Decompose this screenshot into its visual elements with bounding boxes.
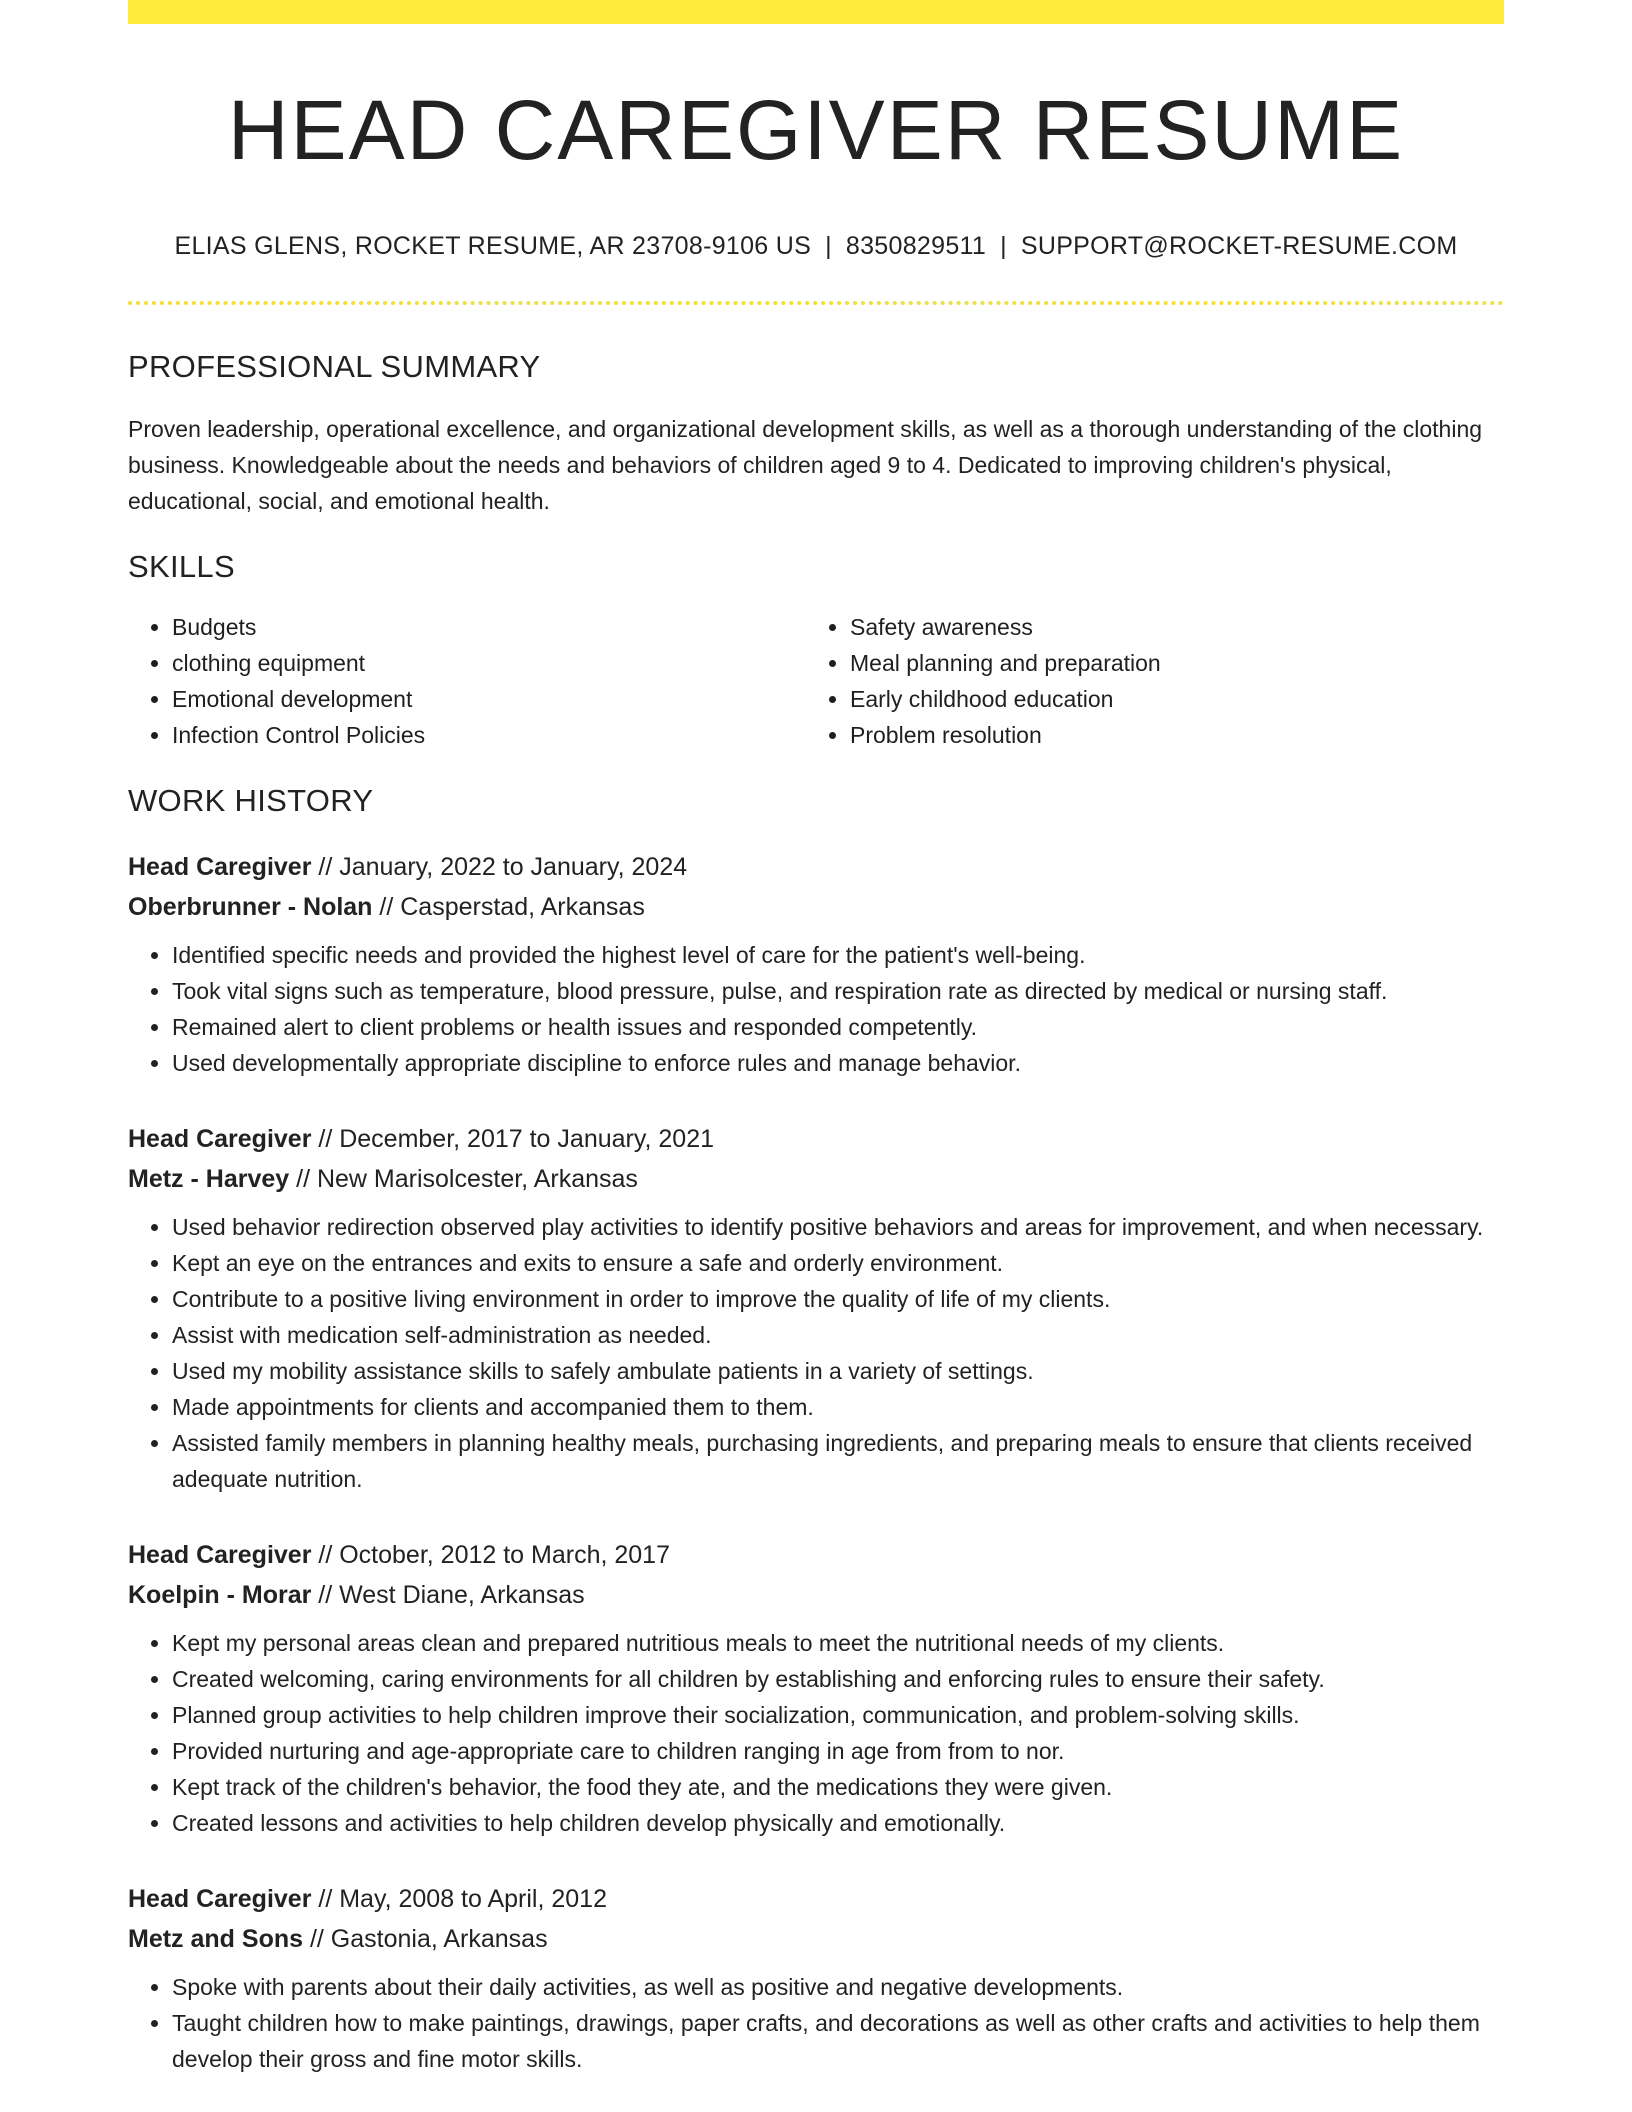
job-company-line <box>128 1919 1504 1959</box>
job-bullet: • Kept an eye on the entrances and exits to ensure a safe and orderly environment. <box>172 1245 1504 1281</box>
skill-item: • Early childhood education <box>850 681 1484 717</box>
job-bullet: • Remained alert to client problems or health issues and responded competently. <box>172 1009 1504 1045</box>
summary-heading: PROFESSIONAL SUMMARY <box>128 349 541 385</box>
job-bullet: • Identified specific needs and provided the highest level of care for the patient's well-being. <box>172 937 1504 973</box>
job-bullet: • Contribute to a positive living environment in order to improve the quality of life of my clients. <box>172 1281 1504 1317</box>
job-location: // Casperstad, Arkansas <box>372 893 645 922</box>
job-title: Head Caregiver <box>128 1885 312 1914</box>
job-bullet: • Took vital signs such as temperature, blood pressure, pulse, and respiration rate as directed by medical or nursing staff. <box>172 973 1504 1009</box>
job-company-line <box>128 1575 1504 1615</box>
dotted-divider <box>128 301 1504 305</box>
job-company: Koelpin - Morar <box>128 1581 312 1610</box>
job-bullet: • Assisted family members in planning healthy meals, purchasing ingredients, and preparing meals to ensure that clients received adequate nutrition. <box>172 1425 1504 1497</box>
job-dates: // December, 2017 to January, 2021 <box>311 1125 715 1154</box>
job-bullet: • Taught children how to make paintings, drawings, paper crafts, and decorations as well as other crafts and activities to help them develop their gross and fine motor skills. <box>172 2005 1504 2077</box>
skills-list-right <box>806 609 1484 753</box>
job-bullet: • Kept my personal areas clean and prepared nutritious meals to meet the nutritional needs of my clients. <box>172 1625 1504 1661</box>
skills-heading: SKILLS <box>128 549 235 585</box>
job-entry <box>128 847 1504 1081</box>
job-title: Head Caregiver <box>128 1541 312 1570</box>
resume-page <box>128 0 1504 2077</box>
skill-item: • Infection Control Policies <box>172 717 806 753</box>
job-dates: // January, 2022 to January, 2024 <box>311 853 688 882</box>
job-entry <box>128 1879 1504 2077</box>
job-title: Head Caregiver <box>128 853 312 882</box>
job-title-line <box>128 847 1504 887</box>
contact-separator: | <box>825 232 832 261</box>
skill-item: • Safety awareness <box>850 609 1484 645</box>
contact-address: ELIAS GLENS, ROCKET RESUME, AR 23708-9106 US <box>174 232 812 261</box>
skills-grid <box>128 609 1504 753</box>
accent-top-bar <box>128 0 1504 24</box>
skill-item: • Meal planning and preparation <box>850 645 1484 681</box>
job-bullet: • Created lessons and activities to help children develop physically and emotionally. <box>172 1805 1504 1841</box>
contact-email: SUPPORT@ROCKET-RESUME.COM <box>1020 232 1458 261</box>
job-bullet-list <box>128 1969 1504 2077</box>
job-bullet-list <box>128 937 1504 1081</box>
job-title-line <box>128 1119 1504 1159</box>
work-history-heading: WORK HISTORY <box>128 783 374 819</box>
job-bullet: • Kept track of the children's behavior, the food they ate, and the medications they were given. <box>172 1769 1504 1805</box>
contact-line <box>128 232 1504 261</box>
job-entry <box>128 1535 1504 1841</box>
job-bullet: • Created welcoming, caring environments for all children by establishing and enforcing rules to ensure their safety. <box>172 1661 1504 1697</box>
skill-item: • Problem resolution <box>850 717 1484 753</box>
job-company-line <box>128 1159 1504 1199</box>
skills-list-left <box>128 609 806 753</box>
job-bullet: • Planned group activities to help children improve their socialization, communication, and problem-solving skills. <box>172 1697 1504 1733</box>
job-entry <box>128 1119 1504 1497</box>
job-company: Metz - Harvey <box>128 1165 290 1194</box>
job-bullet: • Spoke with parents about their daily activities, as well as positive and negative developments. <box>172 1969 1504 2005</box>
contact-phone: 8350829511 <box>845 232 987 261</box>
skill-item: • Budgets <box>172 609 806 645</box>
job-location: // New Marisolcester, Arkansas <box>289 1165 638 1194</box>
job-bullet: • Used developmentally appropriate discipline to enforce rules and manage behavior. <box>172 1045 1504 1081</box>
job-title: Head Caregiver <box>128 1125 312 1154</box>
job-bullet: • Made appointments for clients and accompanied them to them. <box>172 1389 1504 1425</box>
job-location: // Gastonia, Arkansas <box>303 1925 548 1954</box>
job-bullet: • Provided nurturing and age-appropriate care to children ranging in age from from to nor. <box>172 1733 1504 1769</box>
job-dates: // May, 2008 to April, 2012 <box>311 1885 607 1914</box>
summary-text: Proven leadership, operational excellence, and organizational development skills, as well as a thorough understanding of the clothing business. Knowledgeable about the needs and behaviors of children aged 9 to 4. Dedicated to improving children's physical, educational, social, and emotional health. <box>128 416 1483 515</box>
job-bullet: • Used my mobility assistance skills to safely ambulate patients in a variety of settings. <box>172 1353 1504 1389</box>
job-company: Oberbrunner - Nolan <box>128 893 373 922</box>
job-bullet-list <box>128 1625 1504 1841</box>
job-company: Metz and Sons <box>128 1925 304 1954</box>
job-title-line <box>128 1879 1504 1919</box>
job-bullet: • Assist with medication self-administration as needed. <box>172 1317 1504 1353</box>
skill-item: • Emotional development <box>172 681 806 717</box>
job-dates: // October, 2012 to March, 2017 <box>311 1541 670 1570</box>
job-location: // West Diane, Arkansas <box>311 1581 585 1610</box>
job-title-line <box>128 1535 1504 1575</box>
job-bullet: • Used behavior redirection observed play activities to identify positive behaviors and areas for improvement, and when necessary. <box>172 1209 1504 1245</box>
resume-title: HEAD CAREGIVER RESUME <box>227 83 1405 177</box>
skill-item: • clothing equipment <box>172 645 806 681</box>
job-company-line <box>128 887 1504 927</box>
job-bullet-list <box>128 1209 1504 1497</box>
contact-separator: | <box>1000 232 1007 261</box>
